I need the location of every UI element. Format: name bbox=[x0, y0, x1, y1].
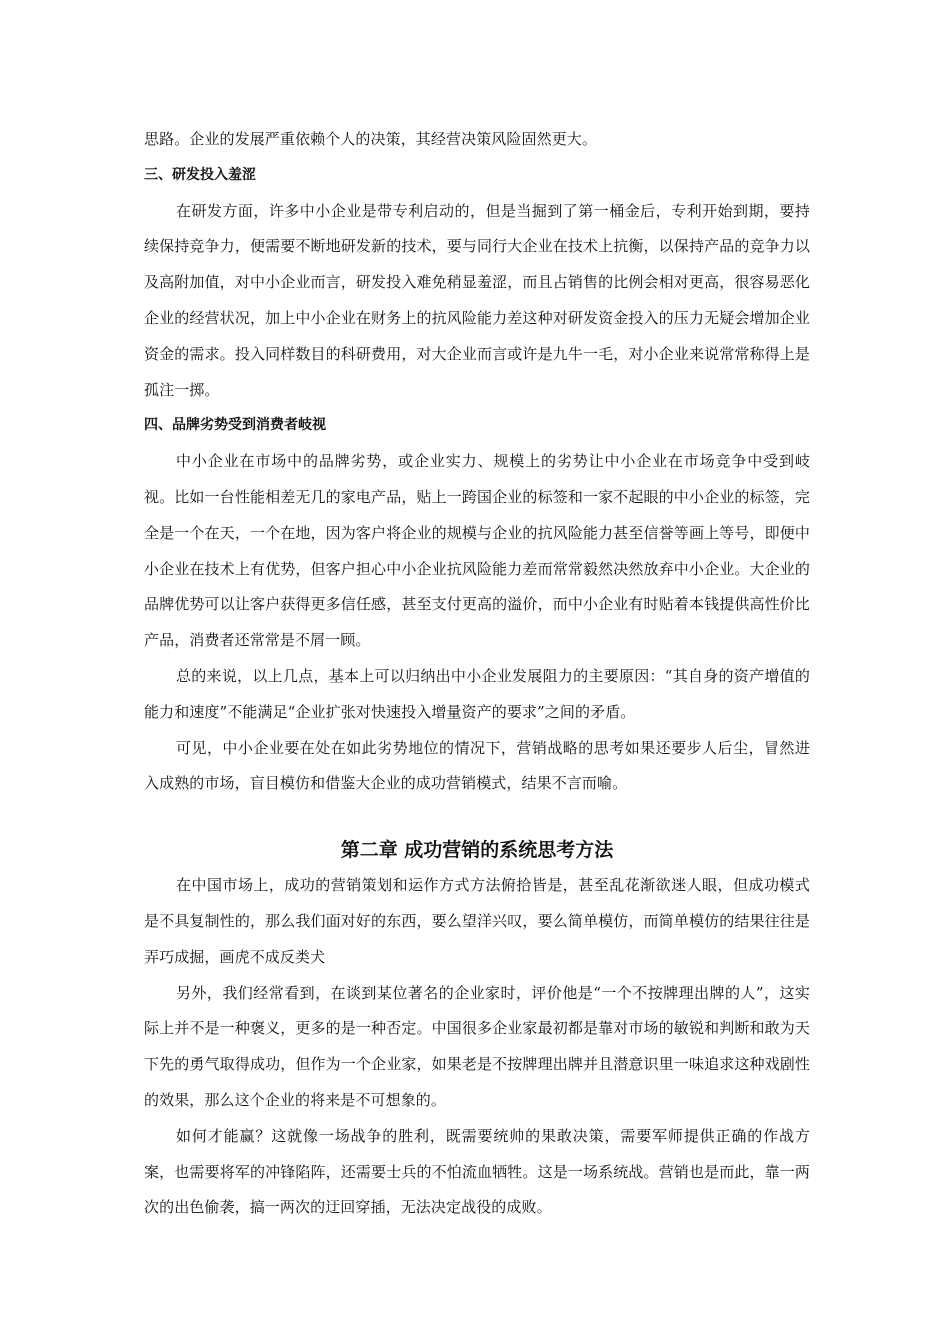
section4-paragraph-1: 中小企业在市场中的品牌劣势，或企业实力、规模上的劣势让中小企业在市场竞争中受到岐视。比如一台性能相差无几的家电产品，贴上一跨国企业的标签和一家不起眼的中小企业的标签，完全是一个在天，一个在地，因为客户将企业的规模与企业的抗风险能力甚至信誉等画上等号，即便中小企业在技术上有优势，但客户担心中小企业抗风险能力差而常常毅然决然放弃中小企业。大企业的品牌优势可以让客户获得更多信任感，甚至支付更高的溢价，而中小企业有时贴着本钱提供高性价比产品，消费者还常常是不屑一顾。 bbox=[144, 452, 810, 650]
section4-paragraph-2: 总的来说，以上几点，基本上可以归纳出中小企业发展阻力的主要原因：“其自身的资产增值的能力和速度”不能满足“企业扩张对快速投入增量资产的要求”之间的矛盾。 bbox=[144, 666, 810, 721]
document-body bbox=[144, 122, 810, 1226]
section-heading-brand-disadvantage: 四、品牌劣势受到消费者岐视 bbox=[144, 417, 326, 434]
chapter2-paragraph-1: 在中国市场上，成功的营销策划和运作方式方法俯拾皆是，甚至乱花渐欲迷人眼，但成功模式是不具复制性的，那么我们面对好的东西，要么望洋兴叹，要么简单模仿，而简单模仿的结果往往是弄巧成掘，画虎不成反类犬 bbox=[144, 876, 810, 966]
intro-paragraph: 思路。企业的发展严重依赖个人的决策，其经营决策风险固然更大。 bbox=[144, 130, 598, 148]
chapter-title: 第二章 成功营销的系统思考方法 bbox=[340, 839, 614, 862]
section4-paragraph-3: 可见，中小企业要在处在如此劣势地位的情况下，营销战略的思考如果还要步人后尘，冒然进入成熟的市场，盲目模仿和借鉴大企业的成功营销模式，结果不言而喻。 bbox=[144, 738, 810, 793]
chapter2-paragraph-3: 如何才能赢？这就像一场战争的胜利，既需要统帅的果敢决策，需要军师提供正确的作战方案，也需要将军的冲锋陷阵，还需要士兵的不怕流血牺牲。这是一场系统战。营销也是而此，靠一两次的出色偷袭，搞一两次的迂回穿插，无法决定战役的成败。 bbox=[144, 1126, 810, 1217]
chapter2-paragraph-2: 另外，我们经常看到，在谈到某位著名的企业家时，评价他是“一个不按牌理出牌的人”，这实际上并不是一种褒义，更多的是一种否定。中国很多企业家最初都是靠对市场的敏锐和判断和敢为天下先的勇气取得成功，但作为一个企业家，如果老是不按牌理出牌并且潜意识里一味追求这种戏剧性的效果，那么这个企业的将来是不可想象的。 bbox=[144, 983, 810, 1109]
section3-paragraph: 在研发方面，许多中小企业是带专利启动的，但是当掘到了第一桶金后，专利开始到期，要持续保持竞争力，便需要不断地研发新的技术，要与同行大企业在技术上抗衡，以保持产品的竞争力以及高附加值，对中小企业而言，研发投入难免稍显羞涩，而且占销售的比例会相对更高，很容易恶化企业的经营状况，加上中小企业在财务上的抗风险能力差这种对研发资金投入的压力无疑会增加企业资金的需求。投入同样数目的科研费用，对大企业而言或许是九牛一毛，对小企业来说常常称得上是孤注一掷。 bbox=[144, 201, 810, 399]
section-heading-rd-investment: 三、研发投入羞涩 bbox=[144, 166, 256, 183]
